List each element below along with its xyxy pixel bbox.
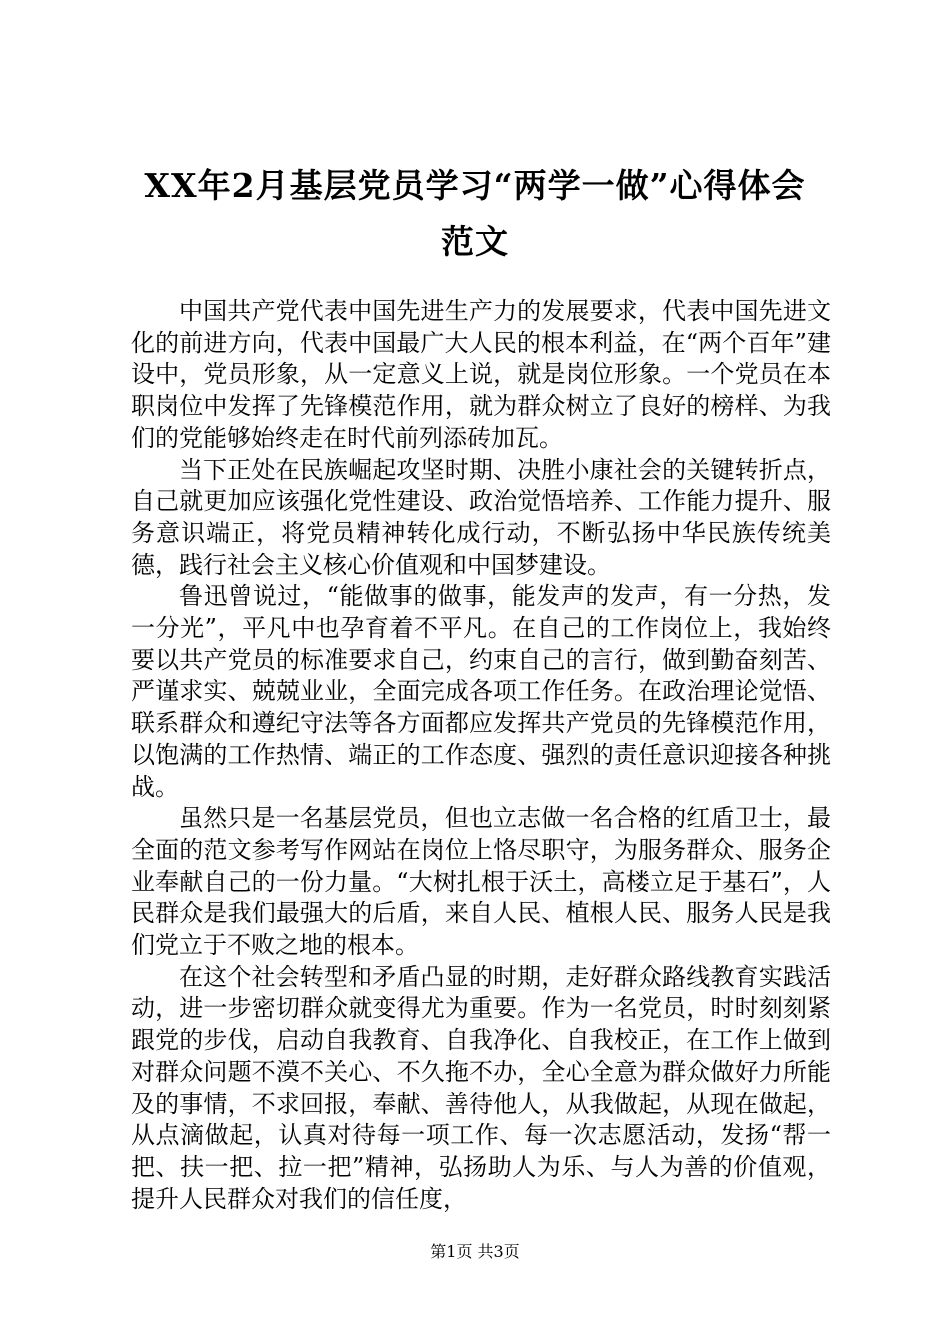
page-number-footer: 第1页 共3页 (430, 1242, 520, 1261)
document-title-line-2: 范文 (441, 222, 509, 261)
document-title-line-1: XX年2月基层党员学习“两学一做”心得体会 (144, 166, 806, 205)
paragraph-3: 鲁迅曾说过，“能做事的做事，能发声的发声，有一分热，发一分光”，平凡中也孕育着不平凡。在自己的工作岗位上，我始终要以共产党员的标准要求自己，约束自己的言行，做到勤奋刻苦、严谨求实、兢兢业业，全面完成各项工作任务。在政治理论觉悟、联系群众和遵纪守法等各方面都应发挥共产党员的先锋模范作用，以饱满的工作热情、端正的工作态度、强烈的责任意识迎接各种挑战。 (131, 582, 831, 801)
paragraph-1: 中国共产党代表中国先进生产力的发展要求，代表中国先进文化的前进方向，代表中国最广大人民的根本利益，在“两个百年”建设中，党员形象，从一定意义上说，就是岗位形象。一个党员在本职岗位中发挥了先锋模范作用，就为群众树立了良好的榜样、为我们的党能够始终走在时代前列添砖加瓦。 (131, 297, 831, 452)
paragraph-5: 在这个社会转型和矛盾凸显的时期，走好群众路线教育实践活动，进一步密切群众就变得尤为重要。作为一名党员，时时刻刻紧跟党的步伐，启动自我教育、自我净化、自我校正，在工作上做到对群众问题不漠不关心、不久拖不办，全心全意为群众做好力所能及的事情，不求回报，奉献、善待他人，从我做起，从现在做起，从点滴做起，认真对待每一项工作、每一次志愿活动，发扬“帮一把、扶一把、拉一把”精神，弘扬助人为乐、与人为善的价值观，提升人民群众对我们的信任度， (131, 962, 831, 1213)
paragraph-2: 当下正处在民族崛起攻坚时期、决胜小康社会的关键转折点，自己就更加应该强化党性建设、政治觉悟培养、工作能力提升、服务意识端正，将党员精神转化成行动，不断弘扬中华民族传统美德，践行社会主义核心价值观和中国梦建设。 (131, 455, 831, 579)
document-body (131, 296, 831, 1215)
paragraph-4: 虽然只是一名基层党员，但也立志做一名合格的红盾卫士，最全面的范文参考写作网站在岗位上恪尽职守，为服务群众、服务企业奉献自己的一份力量。“大树扎根于沃土，高楼立足于基石”，人民群众是我们最强大的后盾，来自人民、植根人民、服务人民是我们党立于不败之地的根本。 (131, 804, 831, 960)
